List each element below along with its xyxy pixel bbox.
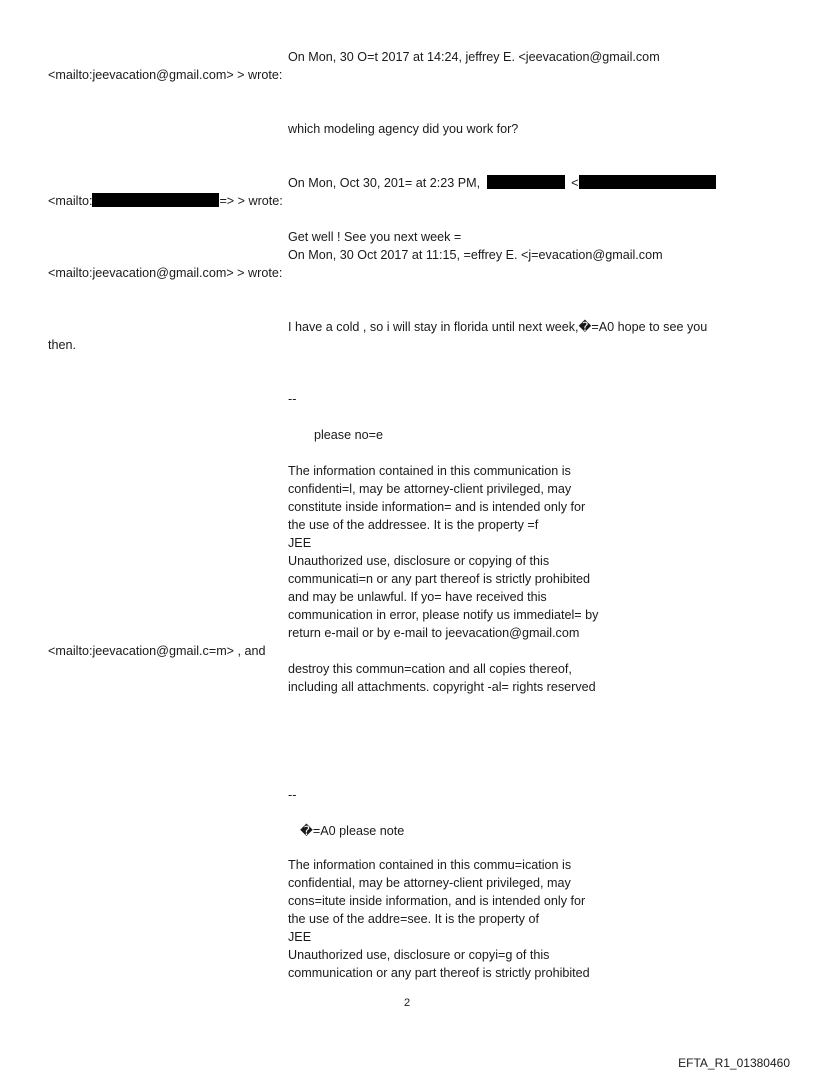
redaction-bar (487, 175, 565, 189)
redaction-bar (579, 175, 716, 189)
note-1: please no=e (314, 428, 383, 442)
mailto-and-line: <mailto:jeevacation@gmail.c=m> , and (48, 644, 266, 658)
separator-1: -- (288, 392, 297, 406)
disclaimer-1-line: JEE (288, 536, 312, 550)
separator-2: -- (288, 788, 297, 802)
reply-header-2-lt: < (571, 176, 579, 190)
cold-message-line2: then. (48, 338, 77, 352)
disclaimer-1-line: communicati=n or any part thereof is strictly prohibited (288, 572, 591, 586)
disclaimer-2-line: Unauthorized use, disclosure or copyi=g of this (288, 948, 550, 962)
disclaimer-1-line: communication in error, please notify us immediatel= by (288, 608, 599, 622)
reply-header-2-line1 (288, 174, 716, 192)
reply-header-3-line2: <mailto:jeevacation@gmail.com> > wrote: (48, 266, 283, 280)
disclaimer-1-line: confidenti=l, may be attorney-client privileged, may (288, 482, 572, 496)
disclaimer-2-line: confidential, may be attorney-client privileged, may (288, 876, 571, 890)
reply-header-1-line1: On Mon, 30 O=t 2017 at 14:24, jeffrey E. <jeevacation@gmail.com (288, 50, 660, 64)
reply-header-1-line2: <mailto:jeevacation@gmail.com> > wrote: (48, 68, 283, 82)
get-well-text: Get well ! See you next week = (288, 230, 462, 244)
disclaimer-1-line: The information contained in this communication is (288, 464, 571, 478)
disclaimer-1-end-line: destroy this commun=cation and all copies thereof, (288, 662, 572, 676)
page-number: 2 (404, 997, 411, 1009)
reply-header-2-wrote: => > wrote: (219, 194, 283, 208)
disclaimer-1-line: return e-mail or by e-mail to jeevacation@gmail.com (288, 626, 580, 640)
disclaimer-2-line: The information contained in this commu=ication is (288, 858, 572, 872)
reply-header-2-mailto: <mailto: (48, 194, 93, 208)
disclaimer-2-line: the use of the addre=see. It is the property of (288, 912, 539, 926)
disclaimer-1-line: the use of the addressee. It is the property =f (288, 518, 539, 532)
disclaimer-2-line: communication or any part thereof is strictly prohibited (288, 966, 590, 980)
bates-number: EFTA_R1_01380460 (678, 1056, 790, 1070)
disclaimer-1-line: and may be unlawful. If yo= have received this (288, 590, 547, 604)
cold-message-line1: I have a cold , so i will stay in florida until next week,�=A0 hope to see you (288, 320, 708, 334)
reply-header-2-line2 (48, 192, 283, 210)
reply-header-2-prefix: On Mon, Oct 30, 201= at 2:23 PM, (288, 176, 481, 190)
redaction-bar (92, 193, 219, 207)
note-2: �=A0 please note (300, 824, 405, 838)
reply-header-3-line1: On Mon, 30 Oct 2017 at 11:15, =effrey E. <j=evacation@gmail.com (288, 248, 663, 262)
disclaimer-2-line: cons=itute inside information, and is intended only for (288, 894, 586, 908)
question-text: which modeling agency did you work for? (288, 122, 519, 136)
disclaimer-1-line: Unauthorized use, disclosure or copying of this (288, 554, 550, 568)
disclaimer-2-line: JEE (288, 930, 312, 944)
disclaimer-1-end-line: including all attachments. copyright -al= rights reserved (288, 680, 596, 694)
disclaimer-1-line: constitute inside information= and is intended only for (288, 500, 586, 514)
